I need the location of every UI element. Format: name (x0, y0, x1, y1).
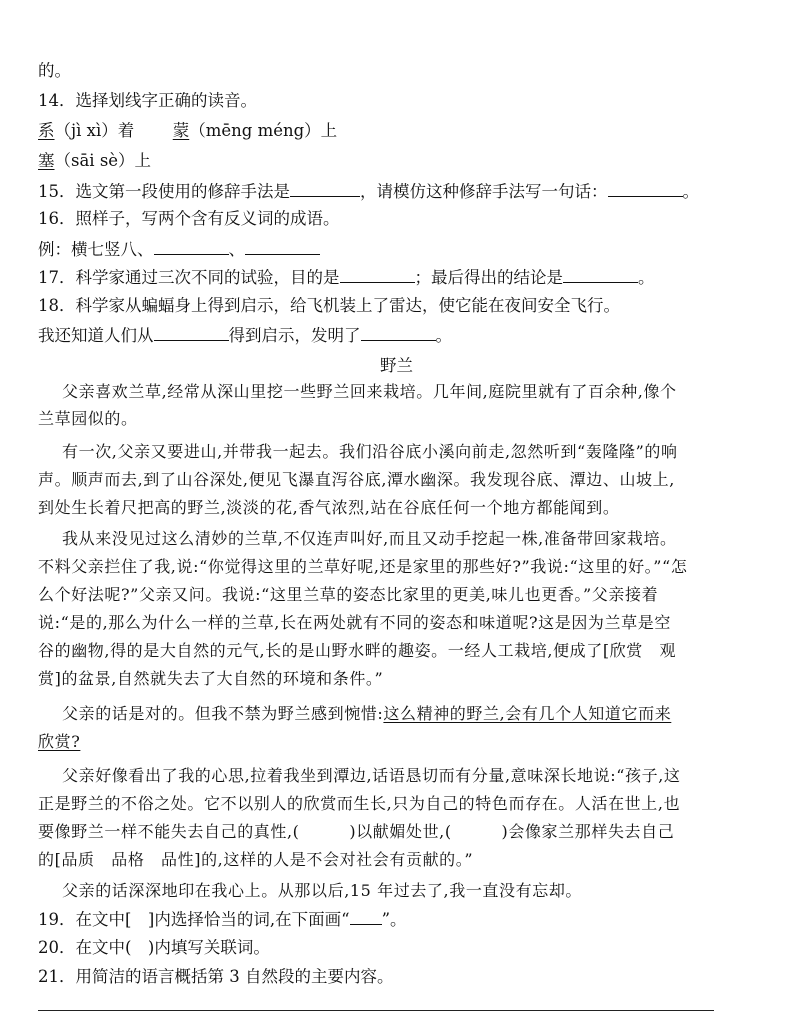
answer-blank[interactable] (361, 324, 436, 341)
question-16: 16．照样子，写两个含有反义词的成语。 (38, 209, 340, 228)
answer-blank[interactable] (340, 266, 415, 283)
question-18: 18．科学家从蝙蝠身上得到启示，给飞机装上了雷达，使它能在夜间安全飞行。 (38, 296, 620, 315)
passage-line: 赏]的盆景,自然就失去了大自然的环境和条件。” (38, 669, 384, 688)
question-17: 17．科学家通过三次不同的试验，目的是 ；最后得出的结论是 。 (38, 268, 655, 287)
question-21: 21．用简洁的语言概括第 3 自然段的主要内容。 (38, 967, 394, 986)
passage-line: 声。顺声而去,到了山谷深处,便见飞瀑直泻谷底,潭水幽深。我发现谷底、潭边、山坡上, (38, 470, 675, 489)
answer-blank[interactable] (290, 180, 360, 197)
passage-line: 兰草园似的。 (38, 409, 138, 428)
passage-line: 要像野兰一样不能失去自己的真性,( )以献媚处世,( )会像家兰那样失去自己 (38, 822, 675, 841)
answer-blank[interactable] (245, 238, 320, 255)
question-14: 14．选择划线字正确的读音。 (38, 91, 257, 110)
passage-line: 不料父亲拦住了我,说:“你觉得这里的兰草好呢,还是家里的那些好?”我说:“这里的好。”“怎 (38, 557, 688, 576)
question-18-blank-line: 我还知道人们从 得到启示，发明了 。 (38, 326, 452, 345)
answer-blank[interactable] (608, 180, 683, 197)
passage-line (38, 731, 80, 753)
passage-line: 说:“是的,那么为什么一样的兰草,长在两处就有不同的姿态和味道呢?这是因为兰草是空 (38, 613, 671, 632)
question-14-options: 塞（sāi sè）上 (38, 151, 152, 170)
passage-line: 到处生长着尺把高的野兰,淡淡的花,香气浓烈,站在谷底任何一个地方都能闻到。 (38, 498, 620, 517)
passage-line: 父亲好像看出了我的心思,拉着我坐到潭边,话语恳切而有分量,意味深长地说:“孩子,这 (62, 766, 681, 785)
question-16-example: 例：横七竖八、 、 (38, 238, 320, 261)
underlined-sentence: 欣赏? (38, 732, 81, 751)
answer-blank[interactable] (154, 324, 229, 341)
text-line: 的。 (38, 61, 71, 80)
passage-line: 我从来没见过这么清妙的兰草,不仅连声叫好,而且又动手挖起一株,准备带回家栽培。 (62, 529, 677, 548)
passage-line: 父亲的话是对的。但我不禁为野兰感到惋惜:这么精神的野兰,会有几个人知道它而来 (62, 704, 672, 723)
question-15: 15．选文第一段使用的修辞手法是 ，请模仿这种修辞手法写一句话： 。 (38, 182, 699, 201)
passage-line: 有一次,父亲又要进山,并带我一起去。我们沿谷底小溪向前走,忽然听到“轰隆隆”的响 (62, 442, 678, 461)
passage-line: 的[品质 品格 品性]的,这样的人是不会对社会有贡献的。” (38, 850, 474, 869)
question-20: 20．在文中( )内填写关联词。 (38, 938, 270, 957)
underlined-char: 塞 (38, 151, 55, 170)
underlined-char: 蒙 (172, 121, 190, 140)
answer-line[interactable] (38, 1010, 714, 1011)
underline-sample (350, 908, 382, 925)
question-14-options: 系（jì xì）着 蒙（mēng méng）上 (38, 121, 338, 140)
passage-line: 父亲喜欢兰草,经常从深山里挖一些野兰回来栽培。几年间,庭院里就有了百余种,像个 (62, 382, 677, 401)
underlined-char: 系 (38, 121, 55, 140)
passage-line: 正是野兰的不俗之处。它不以别人的欣赏而生长,只为自己的特色而存在。人活在世上,也 (38, 794, 681, 813)
answer-blank[interactable] (563, 266, 638, 283)
answer-blank[interactable] (154, 238, 229, 255)
question-19: 19．在文中[ ]内选择恰当的词,在下面画“ ”。 (38, 910, 407, 929)
passage-line: 父亲的话深深地印在我心上。从那以后,15 年过去了,我一直没有忘却。 (62, 881, 583, 900)
passage-title: 野兰 (380, 356, 413, 375)
passage-line: 么个好法呢?”父亲又问。我说:“这里兰草的姿态比家里的更美,味儿也更香。”父亲接着 (38, 585, 659, 604)
underlined-sentence: 这么精神的野兰,会有几个人知道它而来 (383, 704, 672, 723)
passage-line: 谷的幽物,得的是大自然的元气,长的是山野水畔的趣姿。一经人工栽培,便成了[欣赏 观 (38, 641, 677, 660)
